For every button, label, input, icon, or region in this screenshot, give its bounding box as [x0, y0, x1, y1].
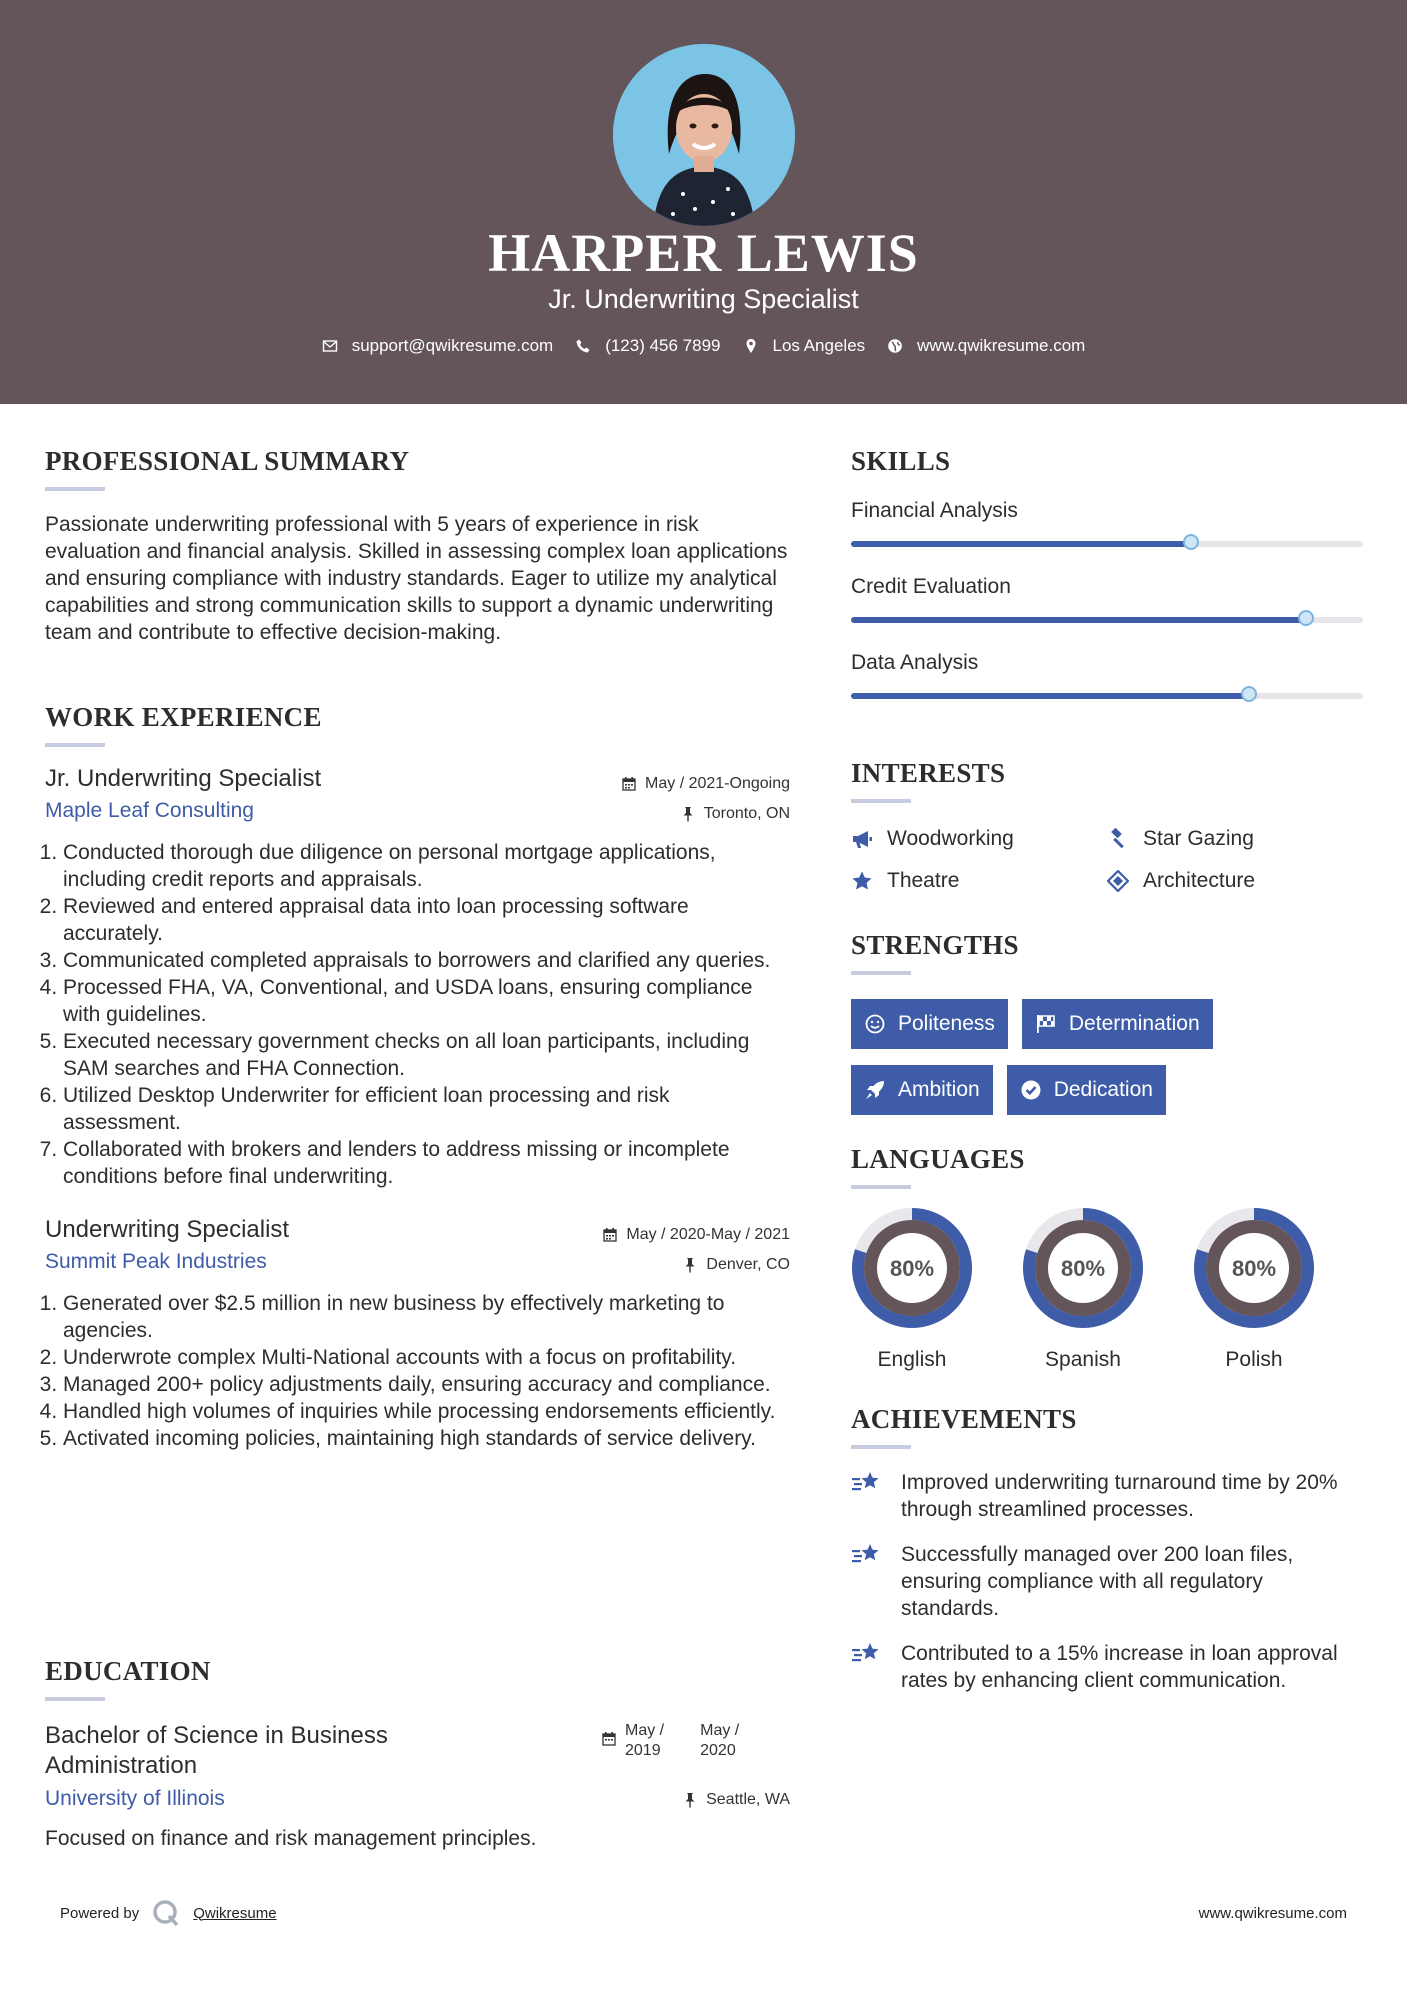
- contact-text: Los Angeles: [772, 336, 866, 355]
- powered-by-label: Powered by: [60, 1904, 140, 1922]
- experience-section: [45, 702, 790, 1452]
- flag-icon: [1035, 1013, 1057, 1035]
- language-gauge: [1193, 1207, 1315, 1329]
- rocket-icon: [864, 1079, 886, 1101]
- section-divider: [851, 971, 911, 975]
- bullhorn-icon: [851, 828, 873, 850]
- language-item: [851, 1207, 973, 1372]
- language-name: Polish: [1225, 1348, 1283, 1371]
- skill-bar-fill: [851, 693, 1249, 699]
- list-item: 3. Managed 200+ policy adjustments daily, ensuring accuracy and compliance.: [63, 1371, 790, 1398]
- skill-bar-knob: [1298, 610, 1314, 626]
- job-location: Denver, CO: [682, 1256, 790, 1274]
- profile-photo: [613, 44, 795, 226]
- shooting-star-icon: [851, 1541, 883, 1569]
- gauge-label: 80%: [1231, 1256, 1277, 1281]
- skills-section: [851, 446, 1363, 699]
- language-gauge: [1022, 1207, 1144, 1329]
- check-circle-icon: [1020, 1079, 1042, 1101]
- contact-email[interactable]: [322, 336, 554, 356]
- list-item: 4. Handled high volumes of inquiries while processing endorsements efficiently.: [63, 1398, 790, 1425]
- list-item: 2. Reviewed and entered appraisal data into loan processing software accurately.: [63, 893, 790, 947]
- section-title: INTERESTS: [851, 758, 1006, 788]
- list-item: 1. Generated over $2.5 million in new business by effectively marketing to agencies.: [63, 1290, 790, 1344]
- languages-section: [851, 1144, 1363, 1372]
- achievements-section: [851, 1404, 1363, 1694]
- interest-item: Theatre: [851, 869, 1107, 893]
- list-item: 1. Conducted thorough due diligence on personal mortgage applications, including credit reports and appraisals.: [63, 839, 790, 893]
- education-location: Seattle, WA: [682, 1791, 790, 1809]
- section-divider: [851, 1185, 911, 1189]
- smile-icon: [864, 1013, 886, 1035]
- list-item: 5. Executed necessary government checks on all loan participants, including SAM searches and FHA Connection.: [63, 1028, 790, 1082]
- skill-bar-knob: [1183, 534, 1199, 550]
- shooting-star-icon: [851, 1640, 883, 1668]
- section-divider: [851, 799, 911, 803]
- skill-bar: [851, 693, 1363, 699]
- map-marker-icon: [743, 338, 759, 354]
- education-section: [45, 1656, 790, 1852]
- duty-list: [45, 1290, 790, 1452]
- interest-item: Star Gazing: [1107, 827, 1363, 851]
- strength-badge: Ambition: [851, 1065, 993, 1115]
- section-title: PROFESSIONAL SUMMARY: [45, 446, 410, 476]
- strengths-section: [851, 930, 1363, 1115]
- section-title: WORK EXPERIENCE: [45, 702, 322, 732]
- skill-bar: [851, 541, 1363, 547]
- contact-website[interactable]: [887, 336, 1085, 356]
- list-item: 3. Communicated completed appraisals to borrowers and clarified any queries.: [63, 947, 790, 974]
- phone-icon: [575, 338, 591, 354]
- job-title: Jr. Underwriting Specialist: [45, 765, 322, 792]
- footer-url[interactable]: www.qwikresume.com: [1198, 1905, 1347, 1922]
- interest-item: Architecture: [1107, 869, 1363, 893]
- language-item: [1022, 1207, 1144, 1372]
- summary-text: Passionate underwriting professional with 5 years of experience in risk evaluation and financial analysis. Skilled in assessing complex loan applications and ensuring compliance with industry standards. Eager to utilize my analytical capabilities and strong communication skills to support a dynamic underwriting team and contribute to effective decision-making.: [45, 513, 788, 644]
- list-item: 2. Underwrote complex Multi-National accounts with a focus on profitability.: [63, 1344, 790, 1371]
- skill-item: [851, 651, 1363, 699]
- start-date: May / 2019: [625, 1722, 665, 1759]
- skill-bar-knob: [1241, 686, 1257, 702]
- end-date: May / 2020: [700, 1722, 740, 1759]
- list-item: 4. Processed FHA, VA, Conventional, and USDA loans, ensuring compliance with guidelines.: [63, 974, 790, 1028]
- calendar-icon: [621, 776, 637, 792]
- pushpin-icon: [680, 806, 696, 822]
- strength-badge: Dedication: [1007, 1065, 1166, 1115]
- achievement-item: Improved underwriting turnaround time by 20% through streamlined processes.: [851, 1469, 1363, 1523]
- strength-badge: Determination: [1022, 999, 1213, 1049]
- candidate-title: Jr. Underwriting Specialist: [548, 284, 859, 314]
- skill-bar-fill: [851, 617, 1306, 623]
- ticket-icon: [1107, 870, 1129, 892]
- job-location: Toronto, ON: [680, 805, 790, 823]
- section-title: EDUCATION: [45, 1656, 211, 1686]
- skill-label: Data Analysis: [851, 651, 979, 674]
- job-entry: [45, 765, 790, 1190]
- job-date: May / 2020-May / 2021: [602, 1226, 790, 1244]
- star-icon: [851, 870, 873, 892]
- skill-label: Credit Evaluation: [851, 575, 1011, 598]
- contact-text: support@qwikresume.com: [351, 336, 554, 355]
- degree-title: Bachelor of Science in Business Administration: [45, 1722, 388, 1779]
- section-divider: [851, 1445, 911, 1449]
- qwikresume-logo-icon: [151, 1898, 181, 1928]
- skill-item: [851, 575, 1363, 623]
- interest-item: Woodworking: [851, 827, 1107, 851]
- contact-location: [743, 336, 866, 356]
- gavel-icon: [1107, 828, 1129, 850]
- achievement-item: Successfully managed over 200 loan files, ensuring compliance with all regulatory standards.: [851, 1541, 1363, 1622]
- school-name: University of Illinois: [45, 1787, 225, 1810]
- powered-by: [60, 1898, 277, 1928]
- calendar-icon: [602, 1227, 618, 1243]
- skill-bar: [851, 617, 1363, 623]
- resume-header: [0, 0, 1407, 404]
- globe-icon: [887, 338, 903, 354]
- language-name: English: [877, 1348, 947, 1371]
- envelope-icon: [322, 338, 338, 354]
- section-divider: [45, 743, 105, 747]
- pushpin-icon: [682, 1257, 698, 1273]
- section-title: SKILLS: [851, 446, 951, 476]
- section-divider: [45, 1697, 105, 1701]
- company-name: Summit Peak Industries: [45, 1250, 267, 1273]
- education-dates: [601, 1721, 739, 1761]
- gauge-label: 80%: [889, 1256, 935, 1281]
- contact-text: (123) 456 7899: [605, 336, 721, 355]
- section-title: LANGUAGES: [851, 1144, 1025, 1174]
- education-description: Focused on finance and risk management principles.: [45, 1827, 537, 1850]
- calendar-icon: [601, 1731, 617, 1747]
- job-date: May / 2021-Ongoing: [621, 775, 790, 793]
- candidate-name: HARPER LEWIS: [488, 223, 919, 283]
- brand-link[interactable]: Qwikresume: [193, 1904, 277, 1922]
- job-title: Underwriting Specialist: [45, 1216, 290, 1243]
- section-title: STRENGTHS: [851, 930, 1019, 960]
- language-item: [1193, 1207, 1315, 1372]
- list-item: 5. Activated incoming policies, maintaining high standards of service delivery.: [63, 1425, 790, 1452]
- list-item: 6. Utilized Desktop Underwriter for efficient loan processing and risk assessment.: [63, 1082, 790, 1136]
- language-name: Spanish: [1045, 1348, 1121, 1371]
- section-divider: [45, 487, 105, 491]
- achievement-item: Contributed to a 15% increase in loan approval rates by enhancing client communication.: [851, 1640, 1363, 1694]
- summary-section: [45, 446, 790, 646]
- skill-item: [851, 499, 1363, 547]
- gauge-label: 80%: [1060, 1256, 1106, 1281]
- contact-text: www.qwikresume.com: [917, 336, 1086, 355]
- language-gauge: [851, 1207, 973, 1329]
- contact-phone[interactable]: [575, 336, 720, 356]
- pushpin-icon: [682, 1792, 698, 1808]
- job-entry: [45, 1216, 790, 1452]
- company-name: Maple Leaf Consulting: [45, 799, 254, 822]
- section-title: ACHIEVEMENTS: [851, 1404, 1077, 1434]
- skill-bar-fill: [851, 541, 1191, 547]
- skill-label: Financial Analysis: [851, 499, 1018, 522]
- interests-section: [851, 758, 1363, 893]
- list-item: 7. Collaborated with brokers and lenders to address missing or incomplete conditions before final underwriting.: [63, 1136, 790, 1190]
- shooting-star-icon: [851, 1469, 883, 1497]
- duty-list: [45, 839, 790, 1190]
- contact-bar: [0, 336, 1407, 356]
- strength-badge: Politeness: [851, 999, 1008, 1049]
